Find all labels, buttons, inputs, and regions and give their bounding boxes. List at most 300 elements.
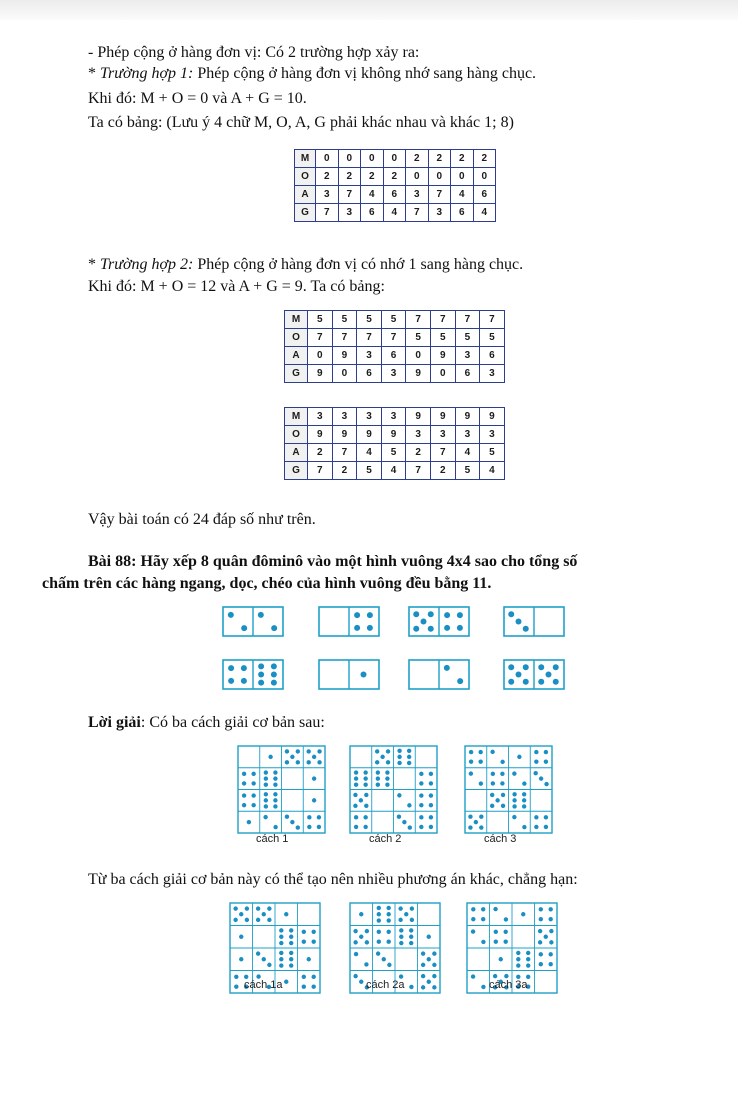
- text-line-2: [88, 64, 536, 84]
- pip: [289, 928, 293, 932]
- pip: [516, 619, 522, 625]
- pip: [491, 781, 495, 785]
- pip: [429, 772, 433, 776]
- pip: [504, 917, 508, 921]
- table-cell: 0: [473, 168, 496, 186]
- pip: [432, 985, 436, 989]
- pip: [279, 941, 283, 945]
- table-cell: 9: [430, 347, 455, 365]
- pip: [469, 759, 473, 763]
- pip: [279, 951, 283, 955]
- pip: [306, 749, 310, 753]
- pip: [279, 935, 283, 939]
- pip: [516, 963, 520, 967]
- table-cell: 0: [428, 168, 451, 186]
- pip: [409, 985, 413, 989]
- table-cell: 2: [451, 150, 474, 168]
- pip: [512, 771, 516, 775]
- pip: [273, 804, 277, 808]
- pip: [273, 792, 277, 796]
- pip: [421, 974, 425, 978]
- pip: [234, 985, 238, 989]
- pip: [538, 940, 542, 944]
- pip: [273, 776, 277, 780]
- pip: [471, 917, 475, 921]
- pip: [508, 611, 514, 617]
- pip: [239, 957, 243, 961]
- pip: [427, 980, 431, 984]
- domino-tile: [408, 606, 472, 639]
- domino-tile: [318, 659, 382, 692]
- table-cell: 9: [480, 408, 505, 426]
- pip: [376, 783, 380, 787]
- table-cell: 7: [406, 462, 431, 480]
- case-2-label: Trường hợp 2:: [100, 256, 194, 273]
- table-cell: 3: [332, 408, 357, 426]
- table-cell: 7: [338, 186, 361, 204]
- pip: [526, 957, 530, 961]
- pip: [256, 906, 260, 910]
- pip: [377, 912, 381, 916]
- table-cell: 0: [451, 168, 474, 186]
- table-cell: 9: [357, 426, 382, 444]
- table-cell: 0: [316, 150, 339, 168]
- pip: [421, 985, 425, 989]
- row-label: M: [285, 311, 308, 329]
- pip: [290, 820, 294, 824]
- pip: [363, 815, 367, 819]
- pip: [367, 625, 373, 631]
- pip: [267, 963, 271, 967]
- pip: [228, 612, 234, 618]
- pip: [296, 749, 300, 753]
- pip: [457, 625, 463, 631]
- table-cell: 2: [430, 462, 455, 480]
- table-row: [285, 462, 505, 480]
- pip: [228, 678, 234, 684]
- pip: [538, 929, 542, 933]
- pip: [251, 803, 255, 807]
- pip: [375, 749, 379, 753]
- pip: [522, 804, 526, 808]
- pip: [539, 907, 543, 911]
- table-cell: 3: [381, 408, 406, 426]
- pip: [522, 798, 526, 802]
- pip: [271, 625, 277, 631]
- pip: [481, 907, 485, 911]
- table-row: [295, 204, 496, 222]
- table-cell: 6: [480, 347, 505, 365]
- pip: [354, 770, 358, 774]
- text-line-3: Khi đó: M + O = 0 và A + G = 10.: [88, 90, 307, 107]
- domino-grid: [464, 745, 555, 836]
- pip: [516, 951, 520, 955]
- pip: [387, 963, 391, 967]
- pip: [289, 957, 293, 961]
- pip: [522, 781, 526, 785]
- pip: [256, 918, 260, 922]
- pip: [306, 760, 310, 764]
- pip: [494, 930, 498, 934]
- pip: [290, 755, 294, 759]
- table-cell: 7: [332, 444, 357, 462]
- table-cell: 5: [332, 311, 357, 329]
- pip: [359, 935, 363, 939]
- row-label: O: [295, 168, 316, 186]
- pip: [380, 755, 384, 759]
- pip: [307, 815, 311, 819]
- pip: [241, 665, 247, 671]
- pip: [523, 626, 529, 632]
- table-cell: 9: [381, 426, 406, 444]
- pip: [273, 798, 277, 802]
- pip: [302, 940, 306, 944]
- pip: [490, 793, 494, 797]
- table-cell: 7: [357, 329, 382, 347]
- table-cell: 5: [381, 311, 406, 329]
- pip: [539, 952, 543, 956]
- table-cell: 5: [357, 311, 382, 329]
- pip: [534, 750, 538, 754]
- pip: [317, 825, 321, 829]
- pip: [312, 975, 316, 979]
- pip: [317, 749, 321, 753]
- pip: [523, 679, 529, 685]
- pip: [544, 825, 548, 829]
- pip: [376, 770, 380, 774]
- row-label: G: [285, 365, 308, 383]
- text-line-5: [88, 255, 523, 275]
- pip: [544, 935, 548, 939]
- table-cell: 3: [381, 365, 406, 383]
- row-label: M: [295, 150, 316, 168]
- table-cell: 0: [406, 347, 431, 365]
- pip: [385, 776, 389, 780]
- grid-caption: cách 3a: [489, 979, 528, 991]
- case-1-label: Trường hợp 1:: [100, 65, 194, 82]
- pip: [522, 792, 526, 796]
- table-cell: 4: [455, 444, 480, 462]
- pip: [387, 906, 391, 910]
- table-cell: 7: [430, 311, 455, 329]
- table-cell: 2: [406, 150, 429, 168]
- pip: [501, 793, 505, 797]
- pip: [544, 782, 548, 786]
- pip: [500, 781, 504, 785]
- pip: [365, 929, 369, 933]
- pip: [539, 962, 543, 966]
- pip: [271, 680, 277, 686]
- table-cell: 6: [361, 204, 384, 222]
- pip: [427, 935, 431, 939]
- pip: [553, 679, 559, 685]
- pip: [419, 825, 423, 829]
- pip: [284, 912, 288, 916]
- table-row: [285, 365, 505, 383]
- table-cell: 2: [428, 150, 451, 168]
- pip: [427, 957, 431, 961]
- pip: [241, 678, 247, 684]
- pip: [539, 917, 543, 921]
- pip: [538, 679, 544, 685]
- table-cell: 6: [473, 186, 496, 204]
- table-cell: 0: [430, 365, 455, 383]
- pip: [363, 783, 367, 787]
- pip: [234, 975, 238, 979]
- pip: [421, 951, 425, 955]
- problem-88-line-1: Bài 88: Hãy xếp 8 quân đôminô vào một hình vuông 4x4 sao cho tổng số: [88, 553, 578, 570]
- table-cell: 0: [308, 347, 333, 365]
- pip: [419, 781, 423, 785]
- pip: [387, 940, 391, 944]
- pip: [397, 814, 401, 818]
- row-label: O: [285, 426, 308, 444]
- table-row: [295, 150, 496, 168]
- pip: [264, 783, 268, 787]
- top-strip: [0, 0, 738, 20]
- pip: [398, 906, 402, 910]
- table-cell: 3: [455, 347, 480, 365]
- pip: [233, 906, 237, 910]
- table-cell: 2: [473, 150, 496, 168]
- pip: [385, 783, 389, 787]
- table-cell: 9: [455, 408, 480, 426]
- pip: [289, 951, 293, 955]
- table-cell: 2: [406, 444, 431, 462]
- table-cell: 7: [381, 329, 406, 347]
- pip: [285, 749, 289, 753]
- table-row: [295, 168, 496, 186]
- pip: [264, 798, 268, 802]
- domino-tile: [503, 606, 567, 639]
- pip: [512, 815, 516, 819]
- table-cell: 2: [308, 444, 333, 462]
- table-cell: 9: [308, 426, 333, 444]
- grid-caption: cách 2a: [366, 979, 405, 991]
- pip: [289, 963, 293, 967]
- row-label: A: [285, 347, 308, 365]
- pip: [279, 928, 283, 932]
- pip: [296, 825, 300, 829]
- pip: [307, 957, 311, 961]
- table-cell: 4: [357, 444, 382, 462]
- pip: [429, 781, 433, 785]
- pip: [522, 825, 526, 829]
- table-cell: 5: [308, 311, 333, 329]
- pip: [289, 935, 293, 939]
- pip: [444, 612, 450, 618]
- pip: [501, 804, 505, 808]
- pip: [444, 665, 450, 671]
- table-cell: 5: [357, 462, 382, 480]
- table-cell: 9: [406, 408, 431, 426]
- pip: [549, 962, 553, 966]
- pip: [312, 776, 316, 780]
- pip: [353, 793, 357, 797]
- pip: [479, 781, 483, 785]
- pip: [273, 825, 277, 829]
- table-cell: 5: [480, 444, 505, 462]
- domino-grid: [237, 745, 328, 836]
- pip: [354, 783, 358, 787]
- pip: [228, 665, 234, 671]
- domino-tile: [222, 606, 286, 639]
- pip: [353, 804, 357, 808]
- pip: [267, 906, 271, 910]
- pip: [377, 940, 381, 944]
- table-cell: 3: [406, 186, 429, 204]
- solution-text: : Có ba cách giải cơ bản sau:: [140, 714, 325, 731]
- pip: [399, 935, 403, 939]
- pip: [279, 963, 283, 967]
- pip: [397, 749, 401, 753]
- pip: [508, 664, 514, 670]
- pip: [312, 755, 316, 759]
- pip: [375, 760, 379, 764]
- pip: [279, 957, 283, 961]
- pip: [363, 776, 367, 780]
- pip: [421, 963, 425, 967]
- pip: [500, 772, 504, 776]
- pip: [516, 672, 522, 678]
- pip: [273, 770, 277, 774]
- pip: [251, 772, 255, 776]
- pip: [539, 776, 543, 780]
- pip: [512, 804, 516, 808]
- pip: [408, 825, 412, 829]
- case-2-text: Phép cộng ở hàng đơn vị có nhớ 1 sang hàng chục.: [193, 256, 524, 273]
- table-row: [285, 426, 505, 444]
- pip: [468, 814, 472, 818]
- pip: [534, 759, 538, 763]
- pip: [495, 798, 499, 802]
- pip: [271, 672, 277, 678]
- table-cell: 7: [308, 329, 333, 347]
- pip: [429, 803, 433, 807]
- pip: [526, 951, 530, 955]
- pip: [490, 750, 494, 754]
- pip: [387, 918, 391, 922]
- pip: [478, 750, 482, 754]
- pip: [549, 907, 553, 911]
- pip: [264, 804, 268, 808]
- pip: [481, 917, 485, 921]
- pip: [359, 798, 363, 802]
- table-cell: 7: [430, 444, 455, 462]
- table-cell: 4: [451, 186, 474, 204]
- table-cell: 0: [338, 150, 361, 168]
- pip: [399, 928, 403, 932]
- pip: [538, 664, 544, 670]
- pip: [263, 815, 267, 819]
- table-cell: 4: [361, 186, 384, 204]
- pip: [428, 611, 434, 617]
- table-cell: 6: [455, 365, 480, 383]
- pip: [387, 912, 391, 916]
- table-case-2b: [284, 407, 505, 480]
- table-cell: 4: [480, 462, 505, 480]
- pip: [499, 957, 503, 961]
- pip: [544, 815, 548, 819]
- pip: [312, 940, 316, 944]
- pip: [409, 935, 413, 939]
- pip: [407, 755, 411, 759]
- table-cell: 3: [430, 426, 455, 444]
- table-cell: 9: [332, 426, 357, 444]
- pip: [242, 772, 246, 776]
- pip: [376, 951, 380, 955]
- text-line-4: Ta có bảng: (Lưu ý 4 chữ M, O, A, G phải khác nhau và khác 1; 8): [88, 114, 514, 131]
- pip: [359, 912, 363, 916]
- table-cell: 5: [455, 329, 480, 347]
- table-cell: 5: [381, 444, 406, 462]
- pip: [267, 918, 271, 922]
- pip: [382, 957, 386, 961]
- pip: [365, 940, 369, 944]
- pip: [239, 935, 243, 939]
- domino-grid: [349, 745, 440, 836]
- text-line-variants: Từ ba cách giải cơ bản này có thể tạo nên nhiều phương án khác, chẳng hạn:: [88, 871, 578, 888]
- pip: [471, 929, 475, 933]
- pip: [419, 793, 423, 797]
- bullet: *: [88, 65, 100, 82]
- pip: [247, 820, 251, 824]
- pip: [429, 825, 433, 829]
- pip: [386, 760, 390, 764]
- grid-caption: cách 1: [256, 833, 289, 845]
- pip: [359, 980, 363, 984]
- pip: [457, 678, 463, 684]
- pip: [516, 957, 520, 961]
- pip: [242, 803, 246, 807]
- table-cell: 7: [406, 204, 429, 222]
- pip: [354, 776, 358, 780]
- pip: [353, 974, 357, 978]
- pip: [317, 760, 321, 764]
- problem-88-line-2: chấm trên các hàng ngang, dọc, chéo của hình vuông đều bằng 11.: [42, 575, 492, 592]
- pip: [549, 929, 553, 933]
- pip: [419, 803, 423, 807]
- table-cell: 6: [357, 365, 382, 383]
- grid-caption: cách 1a: [244, 979, 283, 991]
- pip: [481, 985, 485, 989]
- pip: [493, 974, 497, 978]
- row-label: A: [295, 186, 316, 204]
- pip: [546, 672, 552, 678]
- table-cell: 9: [406, 365, 431, 383]
- pip: [302, 930, 306, 934]
- pip: [262, 957, 266, 961]
- table-case-1: [294, 149, 496, 222]
- table-cell: 7: [406, 311, 431, 329]
- pip: [363, 770, 367, 774]
- table-cell: 0: [406, 168, 429, 186]
- pip: [242, 781, 246, 785]
- pip: [544, 750, 548, 754]
- pip: [504, 940, 508, 944]
- pip: [409, 941, 413, 945]
- row-label: A: [285, 444, 308, 462]
- domino-tile: [408, 659, 472, 692]
- pip: [478, 759, 482, 763]
- table-cell: 7: [428, 186, 451, 204]
- table-cell: 4: [383, 204, 406, 222]
- pip: [364, 793, 368, 797]
- pip: [354, 952, 358, 956]
- bullet: *: [88, 256, 100, 273]
- table-cell: 5: [406, 329, 431, 347]
- table-cell: 2: [361, 168, 384, 186]
